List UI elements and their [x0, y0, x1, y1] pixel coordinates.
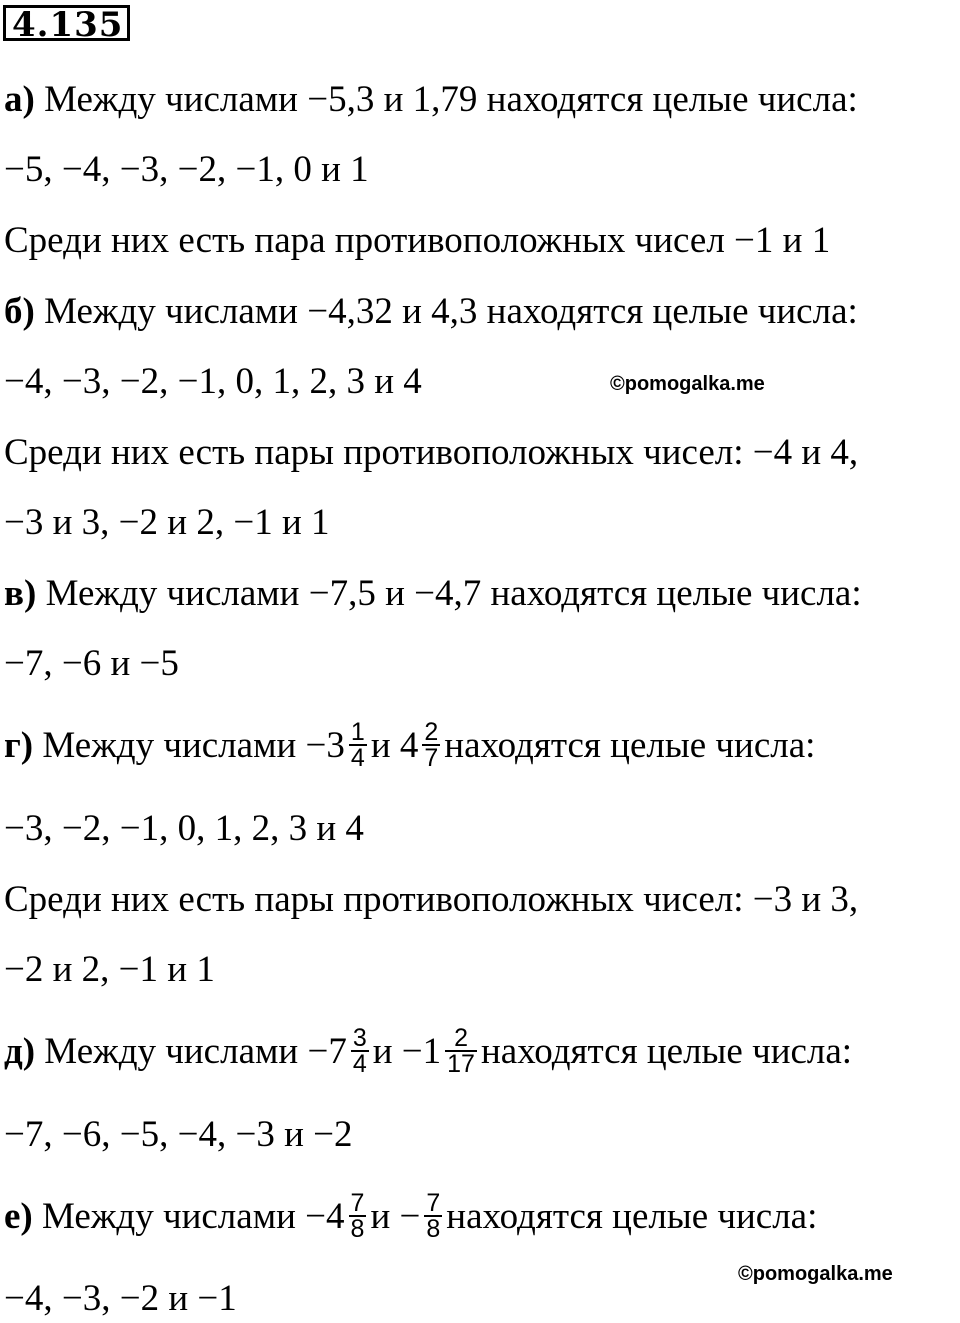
part-b-pairs-1: Среди них есть пары противоположных чисел: −4 и 4,	[4, 432, 859, 473]
fraction	[422, 717, 440, 772]
part-e-mid: и −	[370, 1196, 421, 1237]
fraction-denominator: 8	[426, 1214, 441, 1243]
watermark: ©pomogalka.me	[610, 373, 765, 395]
part-a-label: а)	[4, 79, 35, 120]
fraction-denominator: 4	[352, 1049, 367, 1078]
fraction-numerator: 2	[424, 717, 439, 746]
part-g-mid: и 4	[370, 725, 419, 766]
part-a-pairs: Среди них есть пара противоположных чисел −1 и 1	[4, 220, 831, 261]
problem-number-box	[3, 5, 130, 45]
fraction-denominator: 8	[350, 1214, 365, 1243]
part-v-label: в)	[4, 573, 37, 614]
part-d-statement	[4, 1023, 853, 1080]
part-b-pairs-2: −3 и 3, −2 и 2, −1 и 1	[4, 502, 330, 543]
part-e-statement	[4, 1188, 818, 1245]
part-d-pre: Между числами −7	[35, 1031, 347, 1072]
part-a-text: Между числами −5,3 и 1,79 находятся целые числа:	[34, 79, 858, 120]
part-d-mid: и −1	[372, 1031, 442, 1072]
fraction-denominator: 7	[424, 743, 439, 772]
part-v-numbers: −7, −6 и −5	[4, 643, 179, 684]
fraction	[424, 1188, 442, 1243]
part-e-numbers: −4, −3, −2 и −1	[4, 1278, 237, 1319]
part-d-post: находятся целые числа:	[480, 1031, 853, 1072]
part-g-label: г)	[4, 725, 34, 766]
fraction-denominator: 4	[350, 743, 365, 772]
fraction	[351, 1023, 369, 1078]
fraction-numerator: 7	[350, 1188, 365, 1217]
part-b-numbers: −4, −3, −2, −1, 0, 1, 2, 3 и 4	[4, 361, 422, 402]
part-b-text: Между числами −4,32 и 4,3 находятся целые числа:	[34, 291, 858, 332]
fraction-numerator: 1	[350, 717, 365, 746]
part-b-label: б)	[4, 291, 35, 332]
part-v-statement	[4, 570, 862, 618]
fraction	[445, 1023, 477, 1078]
problem-number: 4.135	[12, 5, 124, 45]
part-g-pairs-2: −2 и 2, −1 и 1	[4, 949, 215, 990]
part-v-text: Между числами −7,5 и −4,7 находятся целые числа:	[36, 573, 862, 614]
fraction-numerator: 3	[352, 1023, 367, 1052]
part-e-label: е)	[4, 1196, 33, 1237]
part-e-pre: Между числами −4	[32, 1196, 345, 1237]
part-g-post: находятся целые числа:	[444, 725, 816, 766]
part-g-numbers: −3, −2, −1, 0, 1, 2, 3 и 4	[4, 808, 364, 849]
fraction-denominator: 17	[447, 1049, 475, 1078]
part-g-statement	[4, 717, 816, 774]
part-g-pairs-1: Среди них есть пары противоположных чисел: −3 и 3,	[4, 879, 859, 920]
part-d-label: д)	[4, 1031, 36, 1072]
fraction-numerator: 7	[426, 1188, 441, 1217]
part-a-numbers: −5, −4, −3, −2, −1, 0 и 1	[4, 149, 369, 190]
watermark: ©pomogalka.me	[738, 1263, 893, 1285]
fraction	[349, 1188, 367, 1243]
part-b-statement	[4, 288, 858, 336]
part-e-post: находятся целые числа:	[446, 1196, 818, 1237]
fraction	[349, 717, 367, 772]
fraction-numerator: 2	[445, 1026, 477, 1052]
part-d-numbers: −7, −6, −5, −4, −3 и −2	[4, 1114, 353, 1155]
part-a-statement	[4, 76, 858, 124]
part-g-pre: Между числами −3	[33, 725, 345, 766]
